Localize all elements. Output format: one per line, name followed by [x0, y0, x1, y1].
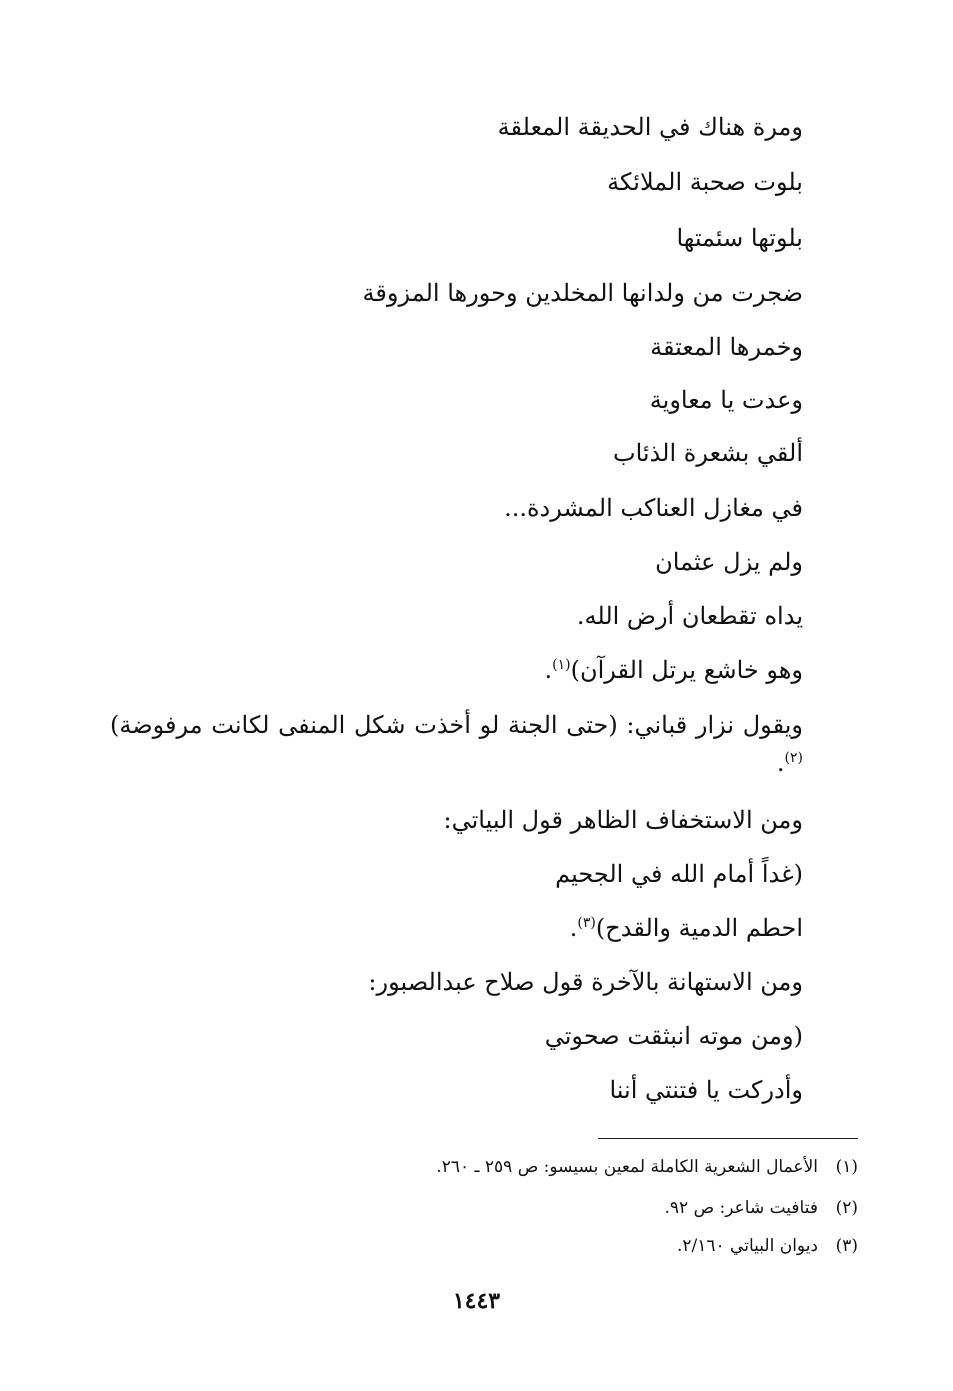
paragraph-end-period: .: [776, 749, 785, 777]
line-end-period-2: .: [569, 914, 578, 942]
footnote-2: [665, 1196, 859, 1220]
footnote-1-text: الأعمال الشعرية الكاملة لمعين بسيسو: ص ٢٥٩ ـ ٢٦٠.: [436, 1157, 818, 1177]
footnote-ref-2: (٢): [784, 750, 803, 766]
poem-line-3: بلوتها سئمتها: [676, 224, 803, 252]
poem-line-5: وخمرها المعتقة: [650, 333, 803, 361]
footnote-3: [677, 1234, 858, 1258]
poem-line-9: ولم يزل عثمان: [655, 548, 803, 576]
poem-line-1: ومرة هناك في الحديقة المعلقة: [497, 113, 803, 141]
prose-line-intro-bayati: ومن الاستخفاف الظاهر قول البياتي:: [443, 806, 803, 834]
poem-line-bayati-2: [570, 912, 803, 944]
poem-line-11: [545, 654, 803, 686]
poem-line-bayati-2-text: احطم الدمية والقدح): [595, 914, 803, 942]
footnote-1-number: (١): [835, 1157, 858, 1177]
poem-line-7: ألقي بشعرة الذئاب: [612, 439, 803, 467]
quote-paragraph: [110, 706, 803, 782]
poem-line-2: بلوت صحبة الملائكة: [607, 168, 803, 196]
poem-line-4: ضجرت من ولدانها المخلدين وحورها المزوقة: [362, 279, 803, 307]
poem-line-bayati-1: (غداً أمام الله في الجحيم: [555, 860, 803, 888]
footnote-1: [436, 1155, 858, 1179]
poem-line-6: وعدت يا معاوية: [649, 386, 803, 414]
footnote-2-text: فتافيت شاعر: ص ٩٢.: [664, 1198, 818, 1218]
poem-line-11-text: وهو خاشع يرتل القرآن): [570, 656, 803, 684]
page-number: ١٤٤٣: [452, 1288, 501, 1314]
quote-paragraph-text: ويقول نزار قباني: (حتى الجنة لو أخذت شكل المنفى لكانت مرفوضة): [110, 711, 803, 739]
line-end-period: .: [544, 656, 553, 684]
footnote-3-number: (٣): [835, 1236, 858, 1256]
poem-line-sabour-1: (ومن موته انبثقت صحوتي: [544, 1022, 803, 1050]
poem-line-8: في مغازل العناكب المشردة...: [504, 494, 803, 522]
footnote-ref-1: (١): [552, 657, 571, 673]
footnote-2-number: (٢): [835, 1198, 858, 1218]
poem-line-10: يداه تقطعان أرض الله.: [576, 602, 803, 630]
footnote-3-text: ديوان البياتي ٢/١٦٠.: [676, 1236, 818, 1256]
footnote-separator: [598, 1138, 858, 1139]
poem-line-sabour-2: وأدركت يا فتنتي أننا: [609, 1076, 803, 1104]
footnote-ref-3: (٣): [577, 915, 596, 931]
prose-line-intro-sabour: ومن الاستهانة بالآخرة قول صلاح عبدالصبور:: [368, 968, 803, 996]
